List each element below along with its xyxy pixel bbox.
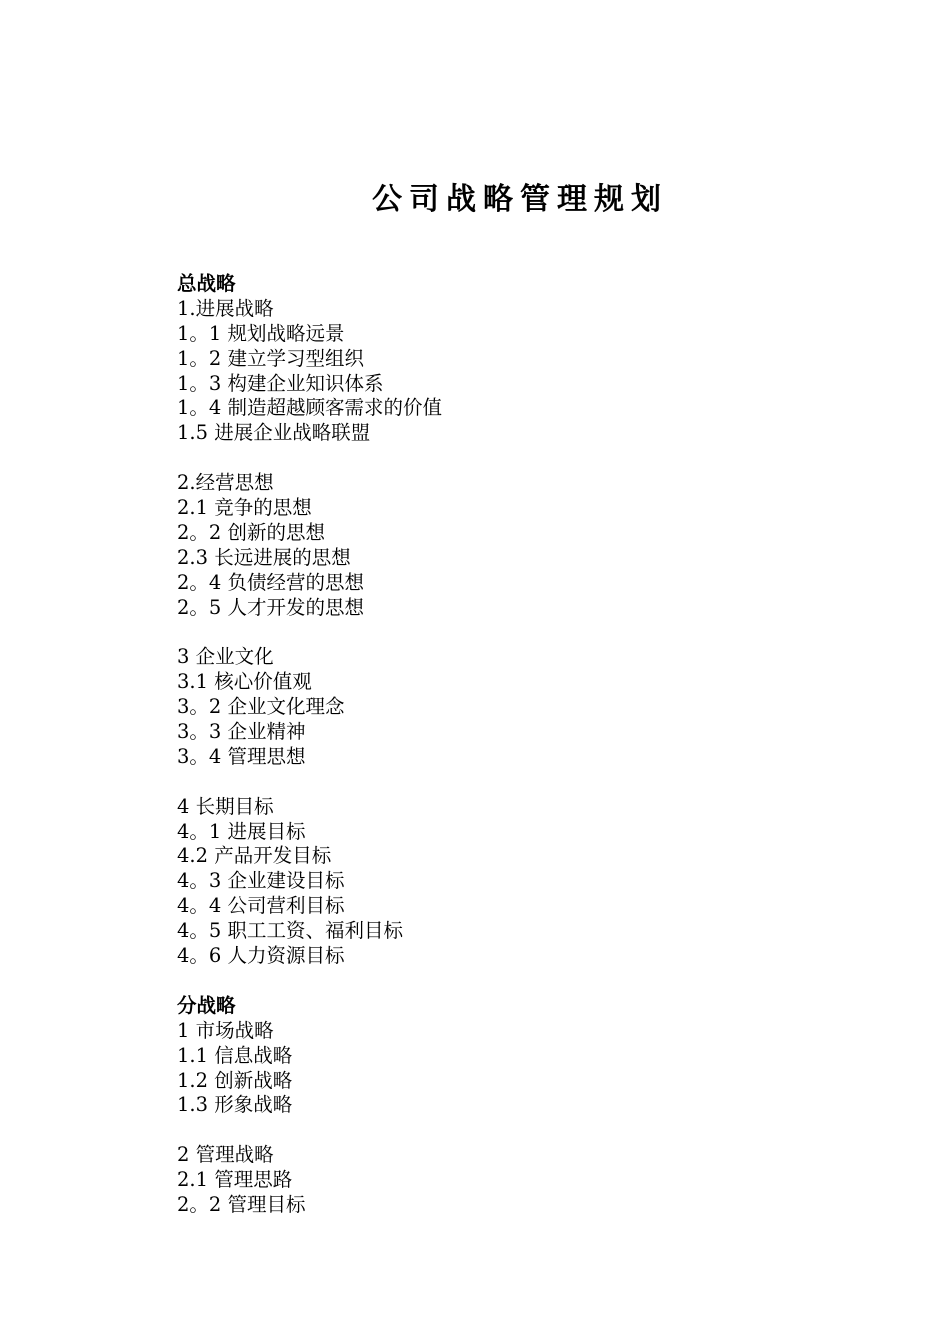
section-heading: 分战略	[177, 993, 236, 1017]
section-heading: 总战略	[177, 272, 236, 295]
outline-line: 4.2 产品开发目标	[177, 844, 332, 868]
outline-line: 4。6 人力资源目标	[177, 944, 345, 968]
outline-line: 3。3 企业精神	[177, 720, 306, 744]
outline-line: 2.1 管理思路	[177, 1168, 293, 1192]
outline-line: 1.1 信息战略	[177, 1043, 293, 1067]
outline-line: 1.3 形象战略	[177, 1093, 293, 1117]
outline-line: 4。3 企业建设目标	[177, 869, 345, 893]
outline-line: 2.3 长远进展的思想	[177, 545, 351, 569]
document-title: 公司战略管理规划	[372, 182, 668, 217]
blank-line	[177, 1118, 877, 1143]
outline-line: 1 市场战略	[177, 1018, 274, 1042]
outline-line: 4。5 职工工资、福利目标	[177, 919, 404, 943]
outline-line: 1.2 创新战略	[177, 1068, 293, 1092]
outline-line: 3 企业文化	[177, 645, 274, 669]
blank-line	[177, 770, 877, 795]
outline-line: 4 长期目标	[177, 794, 274, 818]
blank-line	[177, 620, 877, 645]
outline-line: 3。2 企业文化理念	[177, 695, 345, 719]
section-sub-strategy	[177, 994, 877, 1118]
outline-line: 2。5 人才开发的思想	[177, 595, 365, 619]
outline-line: 2.经营思想	[177, 471, 274, 495]
document-body	[177, 272, 877, 1218]
outline-line: 2 管理战略	[177, 1143, 274, 1167]
outline-line: 1。1 规划战略远景	[177, 321, 345, 345]
outline-line: 3.1 核心价值观	[177, 670, 312, 694]
outline-line: 1。4 制造超越顾客需求的价值	[177, 396, 443, 420]
outline-line: 4。1 进展目标	[177, 819, 306, 843]
section-management-strategy	[177, 1143, 877, 1218]
outline-line: 3。4 管理思想	[177, 744, 306, 768]
section-general-strategy	[177, 272, 877, 446]
outline-line: 1。3 构建企业知识体系	[177, 371, 384, 395]
blank-line	[177, 969, 877, 994]
outline-line: 4。4 公司营利目标	[177, 894, 345, 918]
outline-line: 1.5 进展企业战略联盟	[177, 421, 371, 445]
outline-line: 1.进展战略	[177, 296, 274, 320]
outline-line: 2。2 创新的思想	[177, 520, 326, 544]
outline-line: 2。4 负债经营的思想	[177, 570, 365, 594]
outline-line: 1。2 建立学习型组织	[177, 346, 365, 370]
section-business-philosophy	[177, 471, 877, 620]
outline-line: 2.1 竞争的思想	[177, 496, 312, 520]
outline-line: 2。2 管理目标	[177, 1192, 306, 1216]
section-corporate-culture	[177, 645, 877, 769]
section-long-term-goals	[177, 795, 877, 969]
blank-line	[177, 446, 877, 471]
